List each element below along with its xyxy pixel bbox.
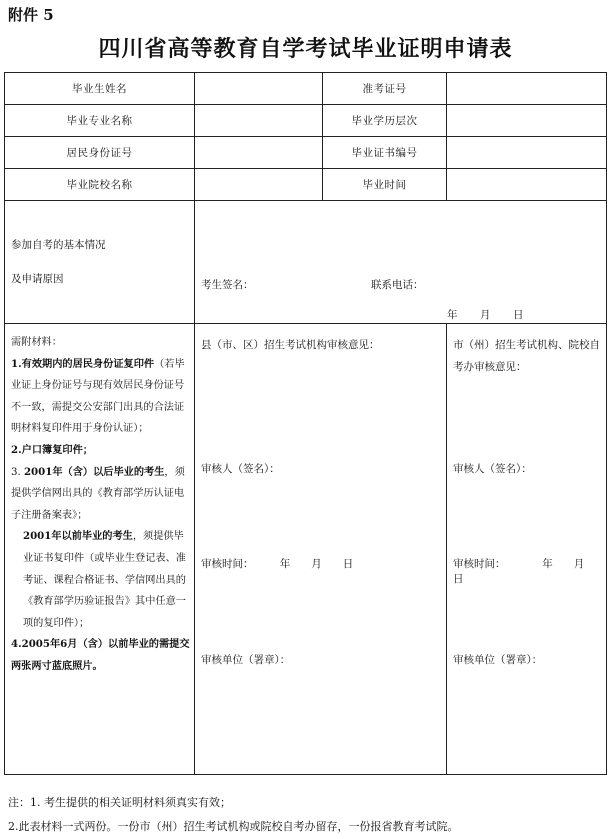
city-review-unit-label: 审核单位（署章）： [453,654,543,666]
major-name-label: 毕业专业名称 [5,105,195,137]
id-number-field[interactable] [195,137,323,169]
application-date-label: 年 月 日 [447,309,524,321]
phone-label: 联系电话： [371,279,424,291]
school-name-field[interactable] [195,169,323,201]
admission-number-label: 准考证号 [323,73,447,105]
form-row [5,169,607,201]
county-review-title: 县（市、区）招生考试机构审核意见： [201,339,380,351]
footnote-2: 2.此表材料一式两份。一份市（州）招生考试机构或院校自考办留存，一份报省教育考试院。 [8,820,459,833]
material-item-3-prefix: 3. [11,466,24,478]
footnote-1: 注：1. 考生提供的相关证明材料须真实有效； [8,796,231,809]
required-materials-cell [5,324,195,775]
form-row [5,73,607,105]
education-level-label: 毕业学历层次 [323,105,447,137]
material-item-1: 1.有效期内的居民身份证复印件 [11,357,155,370]
graduate-name-field[interactable] [195,73,323,105]
footnotes [8,791,459,839]
graduation-time-field[interactable] [447,169,607,201]
material-item-1-note: （若毕业证上身份证号与现有效居民身份证号不一致，需提交公安部门出具的合法证明材料复印件用于身份认证）； [11,358,185,435]
application-label-line2: 及申请原因 [11,273,64,285]
graduation-time-label: 毕业时间 [323,169,447,201]
material-item-3: 2001年（含）以后毕业的考生 [23,465,165,478]
certificate-number-field[interactable] [447,137,607,169]
signature-label: 考生签名： [201,279,254,291]
city-review-title: 市（州）招生考试机构、院校自考办审核意见： [453,339,600,373]
school-name-label: 毕业院校名称 [5,169,195,201]
application-label-line1: 参加自考的基本情况 [11,239,106,251]
id-number-label: 居民身份证号 [5,137,195,169]
city-review-cell[interactable] [447,324,607,775]
material-item-3b: 2001年以前毕业的考生 [23,530,133,543]
application-info-field[interactable] [195,201,607,324]
city-review-time-label: 审核时间： 年 月 日 [453,558,606,585]
material-item-2: 2.户口簿复印件； [11,443,93,456]
page-title: 四川省高等教育自学考试毕业证明申请表 [98,36,513,62]
county-review-cell[interactable] [195,324,447,775]
application-form-table [4,72,607,775]
county-review-unit-label: 审核单位（署章）： [201,654,291,666]
form-row [5,105,607,137]
review-row [5,324,607,775]
county-review-time-label: 审核时间： 年 月 日 [201,558,354,570]
application-row [5,201,607,324]
certificate-number-label: 毕业证书编号 [323,137,447,169]
material-item-4: 4.2005年6月（含）以前毕业的需提交两张两寸蓝底照片。 [11,638,190,672]
major-name-field[interactable] [195,105,323,137]
city-reviewer-label: 审核人（签名）： [453,463,532,475]
materials-heading: 需附材料： [11,337,62,348]
county-reviewer-label: 审核人（签名）： [201,463,280,475]
admission-number-field[interactable] [447,73,607,105]
form-row [5,137,607,169]
annex-label: 附件 5 [8,6,54,24]
education-level-field[interactable] [447,105,607,137]
material-item-3-rest: ，须提供学信网出具的《教育部学历认证电子注册备案表》； [11,466,185,521]
graduate-name-label: 毕业生姓名 [5,73,195,105]
material-item-3b-rest: ，须提供毕业证书复印件（或毕业生登记表、准考证、课程合格证书、学信网出具的《教育部学历验证报告》其中任意一项的复印件）； [23,531,186,629]
application-info-label [5,201,195,324]
